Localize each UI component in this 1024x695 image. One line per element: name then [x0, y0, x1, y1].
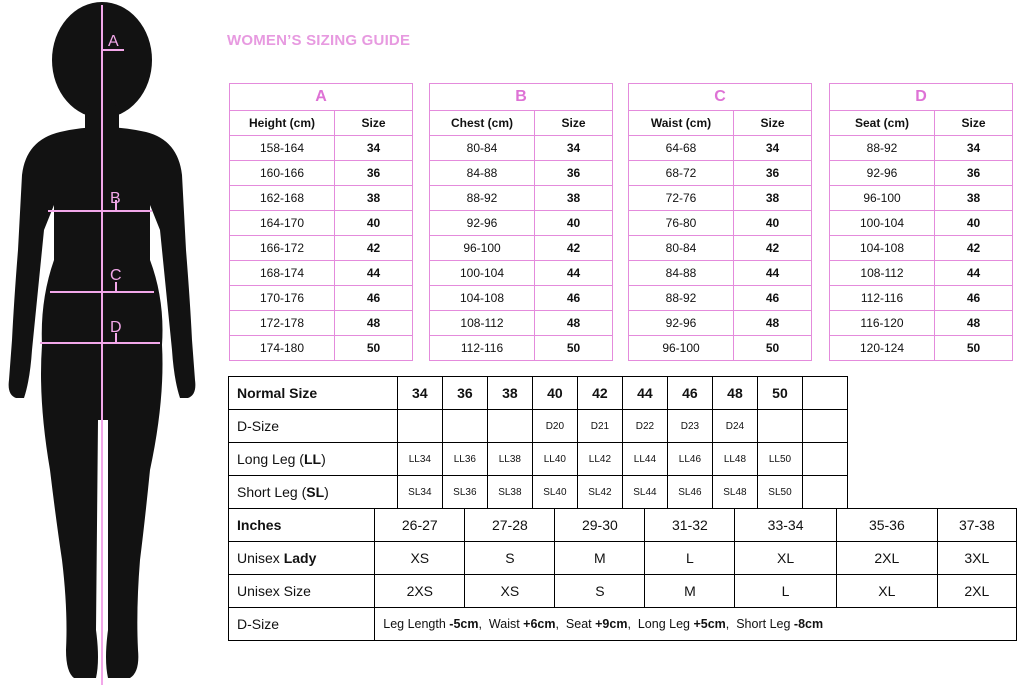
table-row	[830, 211, 1013, 236]
row-label: Normal Size	[229, 377, 398, 410]
size-value: 36	[734, 161, 812, 186]
table-row	[430, 136, 613, 161]
table-cell	[802, 443, 847, 476]
table-cell: D23	[667, 410, 712, 443]
table-row	[629, 311, 812, 336]
size-value: 38	[935, 186, 1013, 211]
measure-header: Seat (cm)	[830, 111, 935, 136]
table-cell	[442, 410, 487, 443]
table-letter: C	[629, 84, 812, 111]
table-cell: SL38	[487, 476, 532, 509]
size-value: 36	[935, 161, 1013, 186]
table-row	[430, 311, 613, 336]
row-label: Inches	[229, 509, 375, 542]
size-value: 48	[734, 311, 812, 336]
table-row	[629, 211, 812, 236]
size-value: 42	[335, 236, 413, 261]
normal-size-row	[229, 377, 1017, 410]
table-cell: 2XS	[375, 575, 465, 608]
table-row	[430, 261, 613, 286]
size-value: 50	[335, 336, 413, 361]
table-cell: XS	[375, 542, 465, 575]
table-cell: 50	[757, 377, 802, 410]
table-cell: 26-27	[375, 509, 465, 542]
table-cell: M	[645, 575, 735, 608]
measure-range: 84-88	[629, 261, 734, 286]
table-cell: 27-28	[465, 509, 555, 542]
row-label: Short Leg (SL)	[229, 476, 398, 509]
table-cell: 38	[487, 377, 532, 410]
measure-range: 120-124	[830, 336, 935, 361]
table-row	[230, 311, 413, 336]
table-letter: D	[830, 84, 1013, 111]
measure-range: 166-172	[230, 236, 335, 261]
measure-range: 100-104	[830, 211, 935, 236]
table-row	[430, 336, 613, 361]
table-row	[629, 236, 812, 261]
table-cell: SL40	[532, 476, 577, 509]
table-row	[830, 311, 1013, 336]
table-cell: 34	[397, 377, 442, 410]
measure-range: 116-120	[830, 311, 935, 336]
table-cell: SL44	[622, 476, 667, 509]
measure-range: 88-92	[830, 136, 935, 161]
table-row	[230, 261, 413, 286]
measure-header: Height (cm)	[230, 111, 335, 136]
measure-range: 174-180	[230, 336, 335, 361]
table-cell	[487, 410, 532, 443]
unisex-lady-row	[229, 542, 1017, 575]
table-cell	[802, 377, 847, 410]
table-cell: 48	[712, 377, 757, 410]
table-cell: L	[645, 542, 735, 575]
d-size-adjustments: Leg Length -5cm, Waist +6cm, Seat +9cm, Long Leg +5cm, Short Leg -8cm	[375, 608, 1016, 641]
table-row	[230, 211, 413, 236]
table-cell: 3XL	[937, 542, 1016, 575]
table-row	[430, 286, 613, 311]
measure-range: 104-108	[430, 286, 535, 311]
table-row	[830, 236, 1013, 261]
table-cell: LL40	[532, 443, 577, 476]
table-cell: 2XL	[937, 575, 1016, 608]
table-cell: D22	[622, 410, 667, 443]
size-value: 40	[335, 211, 413, 236]
table-cell: D21	[577, 410, 622, 443]
unisex-size-row	[229, 575, 1017, 608]
row-label: Long Leg (LL)	[229, 443, 398, 476]
size-value: 46	[734, 286, 812, 311]
table-cell: LL50	[757, 443, 802, 476]
measure-range: 92-96	[430, 211, 535, 236]
table-cell: LL38	[487, 443, 532, 476]
measure-range: 108-112	[830, 261, 935, 286]
size-value: 44	[935, 261, 1013, 286]
size-header: Size	[935, 111, 1013, 136]
table-row	[629, 286, 812, 311]
table-row	[230, 236, 413, 261]
table-row	[430, 211, 613, 236]
body-measurement-figure	[0, 0, 215, 695]
table-row	[629, 261, 812, 286]
table-row	[430, 236, 613, 261]
size-table-b	[429, 83, 613, 361]
table-cell: XL	[836, 575, 937, 608]
table-cell: 40	[532, 377, 577, 410]
size-value: 34	[335, 136, 413, 161]
measure-range: 112-116	[430, 336, 535, 361]
measure-range: 170-176	[230, 286, 335, 311]
table-cell: SL48	[712, 476, 757, 509]
size-value: 48	[935, 311, 1013, 336]
size-table-a	[229, 83, 413, 361]
table-cell: SL46	[667, 476, 712, 509]
table-letter: A	[230, 84, 413, 111]
size-header: Size	[734, 111, 812, 136]
long-leg-row	[229, 443, 1017, 476]
size-value: 34	[935, 136, 1013, 161]
marker-b-label: B	[110, 190, 121, 207]
size-value: 34	[535, 136, 613, 161]
size-value: 46	[535, 286, 613, 311]
size-value: 44	[734, 261, 812, 286]
measure-range: 158-164	[230, 136, 335, 161]
table-cell: 29-30	[555, 509, 645, 542]
table-cell: 36	[442, 377, 487, 410]
size-value: 48	[535, 311, 613, 336]
measure-range: 72-76	[629, 186, 734, 211]
table-cell: D20	[532, 410, 577, 443]
table-row	[629, 136, 812, 161]
short-leg-row	[229, 476, 1017, 509]
table-row	[629, 161, 812, 186]
size-value: 38	[734, 186, 812, 211]
marker-a-label: A	[108, 33, 119, 50]
table-cell	[802, 410, 847, 443]
table-cell: SL36	[442, 476, 487, 509]
table-cell: 31-32	[645, 509, 735, 542]
marker-c-label: C	[110, 267, 122, 284]
measure-header: Chest (cm)	[430, 111, 535, 136]
measure-range: 84-88	[430, 161, 535, 186]
size-value: 48	[335, 311, 413, 336]
size-value: 42	[734, 236, 812, 261]
row-label: Unisex Size	[229, 575, 375, 608]
table-row	[830, 161, 1013, 186]
table-cell: S	[555, 575, 645, 608]
page-title: WOMEN’S SIZING GUIDE	[227, 32, 411, 49]
size-value: 44	[535, 261, 613, 286]
row-label: D-Size	[229, 608, 375, 641]
table-cell: 33-34	[735, 509, 836, 542]
size-header: Size	[535, 111, 613, 136]
table-cell: 37-38	[937, 509, 1016, 542]
measure-range: 92-96	[629, 311, 734, 336]
table-cell: 46	[667, 377, 712, 410]
measure-range: 64-68	[629, 136, 734, 161]
size-value: 42	[935, 236, 1013, 261]
measure-range: 76-80	[629, 211, 734, 236]
table-letter: B	[430, 84, 613, 111]
measure-range: 104-108	[830, 236, 935, 261]
measure-range: 112-116	[830, 286, 935, 311]
table-cell: LL46	[667, 443, 712, 476]
measure-range: 168-174	[230, 261, 335, 286]
table-row	[430, 161, 613, 186]
size-table-d	[829, 83, 1013, 361]
table-row	[230, 161, 413, 186]
size-value: 34	[734, 136, 812, 161]
table-row	[230, 136, 413, 161]
measure-range: 162-168	[230, 186, 335, 211]
d-size-note-row	[229, 608, 1017, 641]
table-cell: LL44	[622, 443, 667, 476]
table-cell: SL42	[577, 476, 622, 509]
table-row	[230, 336, 413, 361]
size-header: Size	[335, 111, 413, 136]
size-conversion-table	[228, 376, 1017, 641]
table-cell: SL50	[757, 476, 802, 509]
measure-range: 92-96	[830, 161, 935, 186]
table-cell: 42	[577, 377, 622, 410]
measure-range: 80-84	[629, 236, 734, 261]
table-row	[629, 336, 812, 361]
size-value: 36	[335, 161, 413, 186]
size-value: 38	[335, 186, 413, 211]
d-size-row	[229, 410, 1017, 443]
size-value: 50	[935, 336, 1013, 361]
size-value: 40	[935, 211, 1013, 236]
size-value: 46	[335, 286, 413, 311]
marker-d-label: D	[110, 319, 122, 336]
size-table-c	[628, 83, 812, 361]
table-row	[830, 136, 1013, 161]
table-row	[230, 186, 413, 211]
row-label: Unisex Lady	[229, 542, 375, 575]
table-cell: LL42	[577, 443, 622, 476]
table-row	[830, 186, 1013, 211]
measure-range: 100-104	[430, 261, 535, 286]
table-cell: M	[555, 542, 645, 575]
table-cell: LL36	[442, 443, 487, 476]
measure-range: 172-178	[230, 311, 335, 336]
measure-range: 96-100	[629, 336, 734, 361]
table-cell	[802, 476, 847, 509]
table-row	[629, 186, 812, 211]
table-cell: L	[735, 575, 836, 608]
row-label: D-Size	[229, 410, 398, 443]
measure-range: 68-72	[629, 161, 734, 186]
size-value: 46	[935, 286, 1013, 311]
table-cell: SL34	[397, 476, 442, 509]
measure-range: 160-166	[230, 161, 335, 186]
table-row	[830, 261, 1013, 286]
size-value: 42	[535, 236, 613, 261]
measure-range: 88-92	[629, 286, 734, 311]
measure-range: 80-84	[430, 136, 535, 161]
size-value: 40	[734, 211, 812, 236]
table-cell: S	[465, 542, 555, 575]
size-value: 40	[535, 211, 613, 236]
table-cell	[757, 410, 802, 443]
measure-range: 164-170	[230, 211, 335, 236]
measure-range: 96-100	[430, 236, 535, 261]
size-value: 50	[734, 336, 812, 361]
table-cell: XL	[735, 542, 836, 575]
table-row	[830, 336, 1013, 361]
inches-row	[229, 509, 1017, 542]
table-cell: LL34	[397, 443, 442, 476]
table-cell	[397, 410, 442, 443]
table-row	[430, 186, 613, 211]
table-row	[230, 286, 413, 311]
size-value: 38	[535, 186, 613, 211]
measure-range: 88-92	[430, 186, 535, 211]
table-cell: 2XL	[836, 542, 937, 575]
size-value: 36	[535, 161, 613, 186]
table-cell: XS	[465, 575, 555, 608]
size-value: 50	[535, 336, 613, 361]
table-cell: 44	[622, 377, 667, 410]
table-cell: D24	[712, 410, 757, 443]
size-value: 44	[335, 261, 413, 286]
table-row	[830, 286, 1013, 311]
table-cell: 35-36	[836, 509, 937, 542]
measure-header: Waist (cm)	[629, 111, 734, 136]
measure-range: 96-100	[830, 186, 935, 211]
table-cell: LL48	[712, 443, 757, 476]
measure-range: 108-112	[430, 311, 535, 336]
